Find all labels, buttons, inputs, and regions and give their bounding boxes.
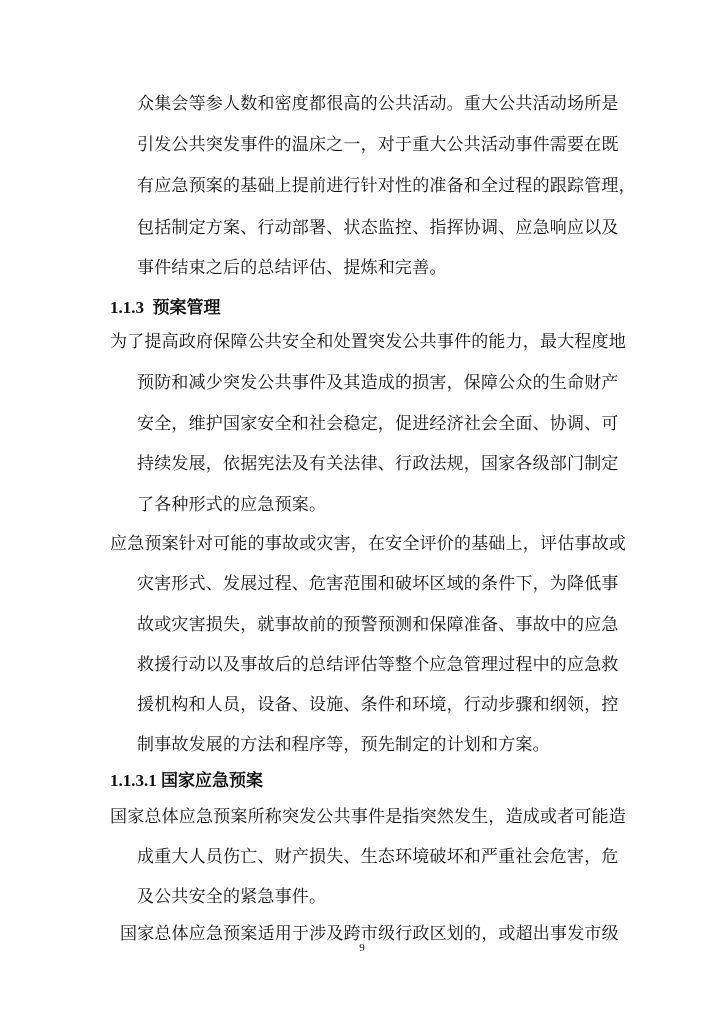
paragraph-2-line-3: 故或灾害损失，就事故前的预警预测和保障准备、事故中的应急: [137, 615, 619, 635]
paragraph-1-line-4: 持续发展，依据宪法及有关法律、行政法规，国家各级部门制定: [137, 454, 619, 474]
section-heading-1-1-3-1: [110, 769, 263, 793]
paragraph-1-line-2: 预防和减少突发公共事件及其造成的损害，保障公众的生命财产: [137, 373, 619, 393]
section-title: 预案管理: [152, 298, 221, 317]
paragraph-intro-line-5: 事件结束之后的总结评估、提炼和完善。: [137, 258, 447, 278]
paragraph-1-line-5: 了各种形式的应急预案。: [137, 495, 327, 515]
paragraph-1-line-3: 安全，维护国家安全和社会稳定，促进经济社会全面、协调、可: [137, 414, 619, 434]
section-number: 1.1.3: [110, 298, 144, 317]
subsection-title: 国家应急预案: [161, 771, 263, 790]
subsection-number: 1.1.3.1: [110, 771, 157, 790]
paragraph-2-line-6: 制事故发展的方法和程序等，预先制定的计划和方案。: [137, 735, 550, 755]
paragraph-1-line-1: 为了提高政府保障公共安全和处置突发公共事件的能力，最大程度地: [110, 332, 626, 352]
page-number: 9: [359, 942, 365, 954]
section-heading-1-1-3: [110, 296, 221, 320]
paragraph-3-line-1: 国家总体应急预案所称突发公共事件是指突然发生，造成或者可能造: [110, 807, 626, 827]
paragraph-intro-line-4: 包括制定方案、行动部署、状态监控、指挥协调、应急响应以及: [137, 218, 619, 238]
paragraph-intro-line-3: 有应急预案的基础上提前进行针对性的准备和全过程的跟踪管理，: [137, 176, 636, 196]
paragraph-3-line-3: 及公共安全的紧急事件。: [137, 887, 327, 907]
paragraph-intro-line-1: 众集会等参人数和密度都很高的公共活动。重大公共活动场所是: [137, 94, 619, 114]
paragraph-4-line-1: 国家总体应急预案适用于涉及跨市级行政区划的，或超出事发市级: [120, 924, 619, 944]
paragraph-intro-line-2: 引发公共突发事件的温床之一，对于重大公共活动事件需要在既: [137, 135, 619, 155]
paragraph-3-line-2: 成重大人员伤亡、财产损失、生态环境破坏和严重社会危害，危: [137, 847, 619, 867]
paragraph-2-line-2: 灾害形式、发展过程、危害范围和破坏区域的条件下，为降低事: [137, 574, 619, 594]
paragraph-2-line-4: 救援行动以及事故后的总结评估等整个应急管理过程中的应急救: [137, 655, 619, 675]
paragraph-2-line-1: 应急预案针对可能的事故或灾害，在安全评价的基础上，评估事故或: [110, 534, 626, 554]
paragraph-2-line-5: 援机构和人员，设备、设施、条件和环境，行动步骤和纲领，控: [137, 695, 619, 715]
